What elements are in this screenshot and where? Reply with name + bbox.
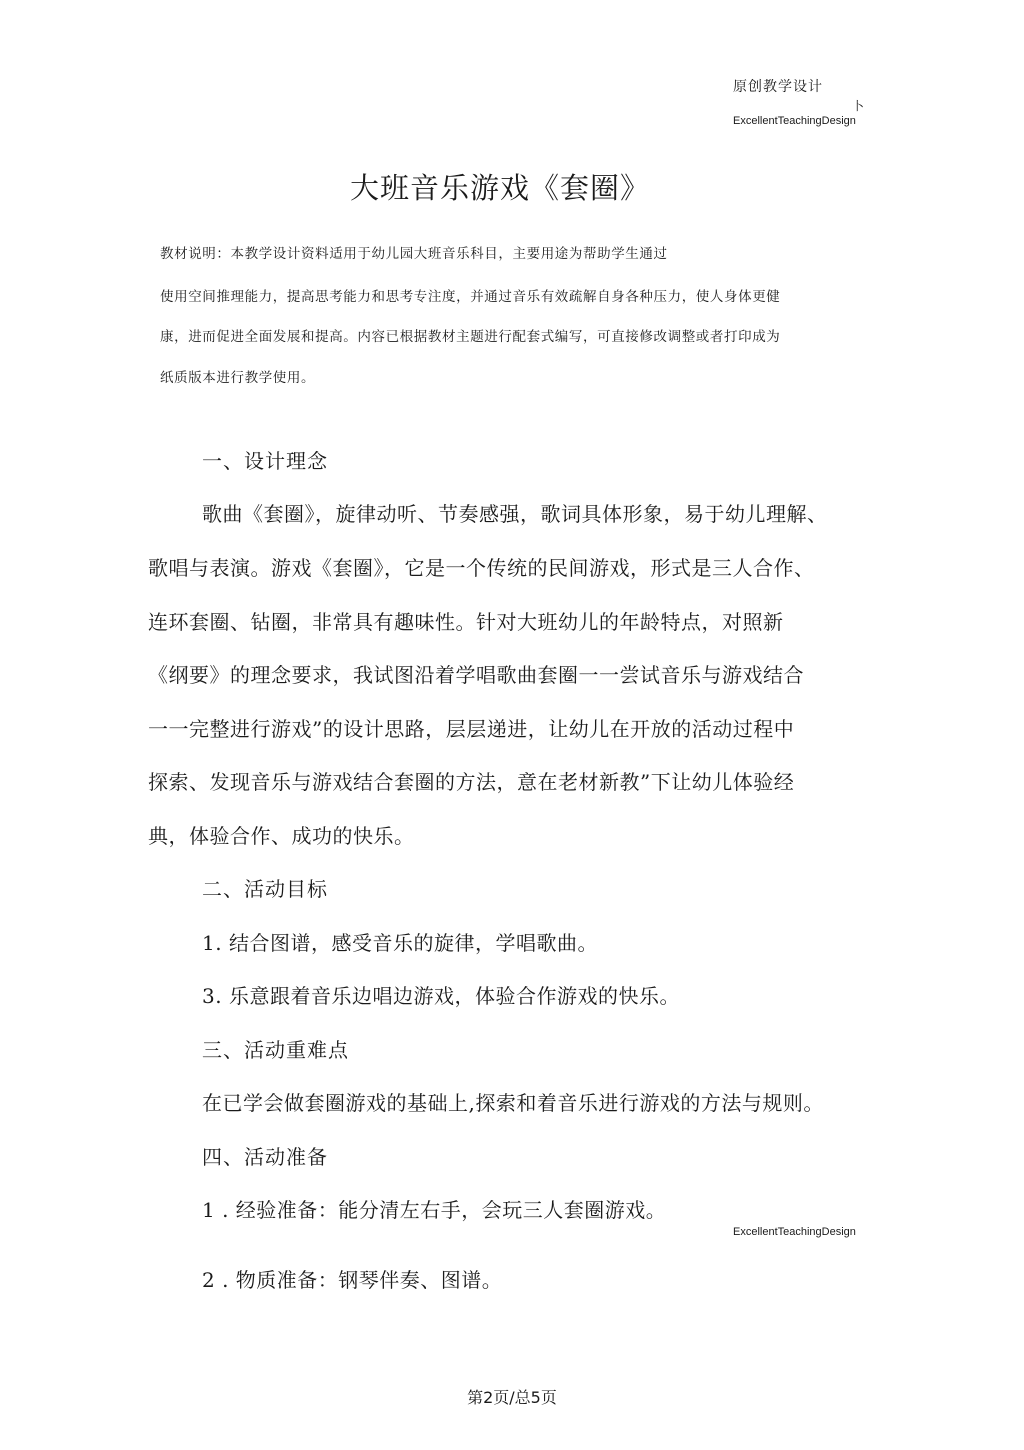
section-heading-objectives: 二、活动目标 <box>202 877 328 901</box>
paragraph-line: 连环套圈、钻圈，非常具有趣味性。针对大班幼儿的年龄特点，对照新 <box>148 610 784 634</box>
list-item: 3. 乐意跟着音乐边唱边游戏，体验合作游戏的快乐。 <box>202 984 680 1008</box>
list-item: 1 . 经验准备：能分清左右手，会玩三人套圈游戏。 <box>202 1198 667 1222</box>
paragraph-line: 歌唱与表演。游戏《套圈》，它是一个传统的民间游戏，形式是三人合作、 <box>148 556 815 580</box>
intro-line: 纸质版本进行教学使用。 <box>160 370 316 386</box>
document-title: 大班音乐游戏《套圈》 <box>349 171 650 205</box>
list-item: 2 . 物质准备：钢琴伴奏、图谱。 <box>202 1268 503 1292</box>
header-mark: 卜 <box>852 99 865 113</box>
intro-line: 教材说明：本教学设计资料适用于幼儿园大班音乐科目，主要用途为帮助学生通过 <box>160 246 668 262</box>
paragraph-line: 典，体验合作、成功的快乐。 <box>148 824 415 848</box>
paragraph-line: 探索、发现音乐与游戏结合套圈的方法，意在老材新教”下让幼儿体验经 <box>148 770 795 794</box>
page-number: 第2页/总5页 <box>467 1388 557 1407</box>
paragraph-line: 《纲要》的理念要求，我试图沿着学唱歌曲套圈一一尝试音乐与游戏结合 <box>148 663 804 687</box>
header-title-cn: 原创教学设计 <box>733 79 823 95</box>
intro-line: 使用空间推理能力，提高思考能力和思考专注度，并通过音乐有效疏解自身各种压力，使人身体更健 <box>160 289 781 305</box>
section-heading-preparation: 四、活动准备 <box>202 1145 328 1169</box>
watermark-text: ExcellentTeachingDesign <box>733 1226 856 1238</box>
paragraph-line: 一一完整进行游戏”的设计思路，层层递进，让幼儿在开放的活动过程中 <box>148 717 795 741</box>
section-heading-key-points: 三、活动重难点 <box>202 1038 349 1062</box>
list-item: 1. 结合图谱，感受音乐的旋律，学唱歌曲。 <box>202 931 598 955</box>
paragraph-line: 在已学会做套圈游戏的基础上,探索和着音乐进行游戏的方法与规则。 <box>202 1091 824 1115</box>
paragraph-line: 歌曲《套圈》，旋律动听、节奏感强，歌词具体形象，易于幼儿理解、 <box>202 502 828 526</box>
header-title-en: ExcellentTeachingDesign <box>733 115 856 127</box>
section-heading-design-concept: 一、设计理念 <box>202 449 328 473</box>
intro-line: 康，进而促进全面发展和提高。内容已根据教材主题进行配套式编写，可直接修改调整或者打印成为 <box>160 329 781 345</box>
